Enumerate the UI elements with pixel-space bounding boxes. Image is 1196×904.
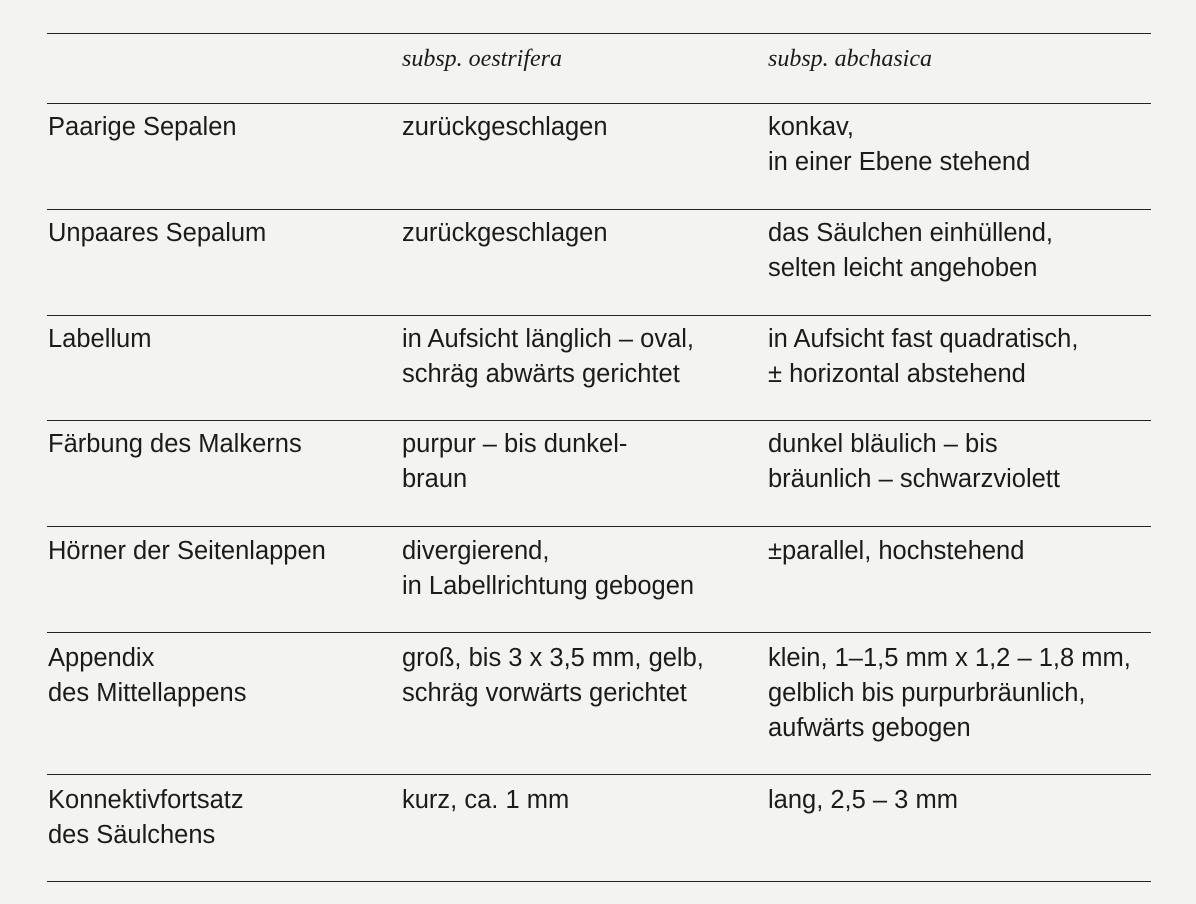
- abchasica-cell: [768, 783, 958, 818]
- table-bottom-rule: [47, 881, 1151, 882]
- row-label-line: Appendix: [48, 644, 155, 672]
- cell-line: das Säulchen einhüllend,: [768, 219, 1053, 247]
- row-label: [48, 110, 237, 145]
- cell-line: ±parallel, hochstehend: [768, 537, 1025, 565]
- cell-line: kurz, ca. 1 mm: [402, 786, 570, 814]
- oestrifera-cell: [402, 216, 608, 251]
- row-label: [48, 641, 246, 711]
- abchasica-cell: [768, 641, 1131, 746]
- cell-line: braun: [402, 465, 468, 493]
- cell-line: gelblich bis purpurbräunlich,: [768, 679, 1086, 707]
- cell-line: in einer Ebene stehend: [768, 148, 1031, 176]
- row-label: [48, 322, 151, 357]
- row-label: [48, 534, 326, 569]
- column-header-abchasica: subsp. abchasica: [768, 46, 932, 72]
- header-bottom-rule: [47, 103, 1151, 104]
- abchasica-cell: [768, 427, 1060, 497]
- cell-line: dunkel bläulich – bis: [768, 430, 998, 458]
- row-divider: [47, 526, 1151, 527]
- cell-line: zurückgeschlagen: [402, 113, 608, 141]
- table-top-rule: [47, 33, 1151, 34]
- row-divider: [47, 209, 1151, 210]
- row-label: [48, 216, 266, 251]
- row-label-line: Paarige Sepalen: [48, 113, 237, 141]
- oestrifera-cell: [402, 783, 569, 818]
- oestrifera-cell: [402, 322, 694, 392]
- oestrifera-cell: [402, 427, 627, 497]
- row-label-line: des Säulchens: [48, 821, 216, 849]
- cell-line: selten leicht angehoben: [768, 254, 1038, 282]
- row-label-line: Labellum: [48, 325, 152, 353]
- cell-line: zurückgeschlagen: [402, 219, 608, 247]
- row-label: [48, 783, 244, 853]
- row-divider: [47, 315, 1151, 316]
- oestrifera-cell: [402, 110, 608, 145]
- cell-line: groß, bis 3 x 3,5 mm, gelb,: [402, 644, 704, 672]
- cell-line: schräg vorwärts gerichtet: [402, 679, 687, 707]
- row-label-line: Konnektivfortsatz: [48, 786, 244, 814]
- abchasica-cell: [768, 322, 1078, 392]
- cell-line: klein, 1–1,5 mm x 1,2 – 1,8 mm,: [768, 644, 1131, 672]
- oestrifera-cell: [402, 534, 694, 604]
- row-label-line: Unpaares Sepalum: [48, 219, 267, 247]
- cell-line: bräunlich – schwarzviolett: [768, 465, 1060, 493]
- cell-line: konkav,: [768, 113, 854, 141]
- cell-line: schräg abwärts gerichtet: [402, 360, 680, 388]
- cell-line: purpur – bis dunkel-: [402, 430, 628, 458]
- row-label-line: des Mittellappens: [48, 679, 247, 707]
- cell-line: in Labellrichtung gebogen: [402, 572, 695, 600]
- column-header-oestrifera: subsp. oestrifera: [402, 46, 563, 72]
- row-label: [48, 427, 302, 462]
- row-divider: [47, 774, 1151, 775]
- cell-line: in Aufsicht fast quadratisch,: [768, 325, 1079, 353]
- row-divider: [47, 632, 1151, 633]
- abchasica-cell: [768, 216, 1053, 286]
- row-divider: [47, 420, 1151, 421]
- cell-line: in Aufsicht länglich – oval,: [402, 325, 695, 353]
- cell-line: aufwärts gebogen: [768, 714, 971, 742]
- cell-line: divergierend,: [402, 537, 550, 565]
- abchasica-cell: [768, 534, 1024, 569]
- row-label-line: Hörner der Seitenlappen: [48, 537, 326, 565]
- row-label-line: Färbung des Malkerns: [48, 430, 302, 458]
- oestrifera-cell: [402, 641, 704, 711]
- cell-line: lang, 2,5 – 3 mm: [768, 786, 958, 814]
- cell-line: ± horizontal abstehend: [768, 360, 1026, 388]
- abchasica-cell: [768, 110, 1030, 180]
